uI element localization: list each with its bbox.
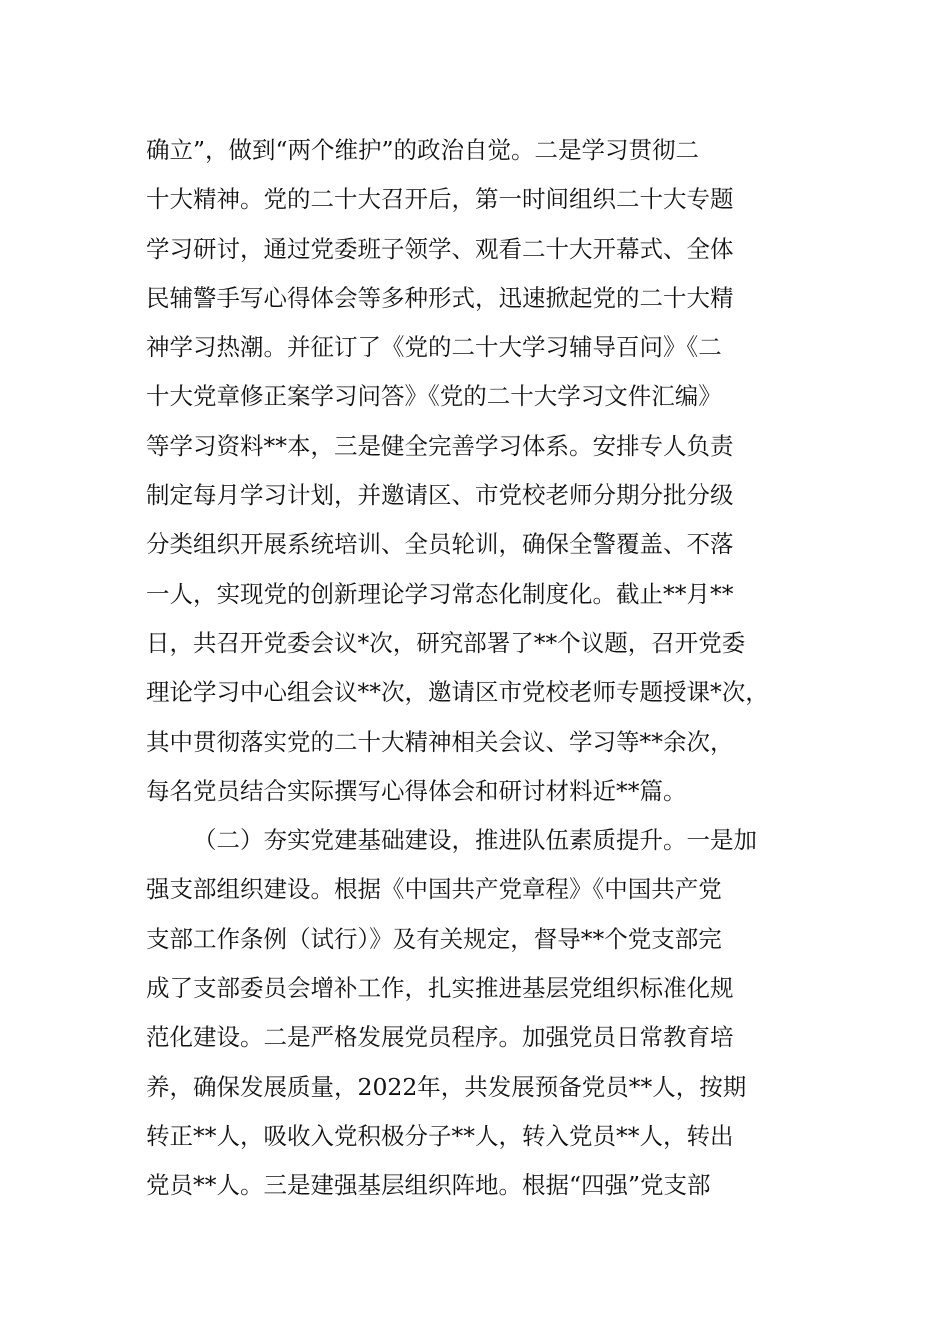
text-line: 民辅警手写心得体会等多种形式，迅速掀起党的二十大精 [146, 283, 734, 312]
text-line: 范化建设。二是严格发展党员程序。加强党员日常教育培 [146, 1023, 734, 1052]
text-line: 强支部组织建设。根据《中国共产党章程》《中国共产党 [146, 875, 722, 904]
text-line: 其中贯彻落实党的二十大精神相关会议、学习等**余次， [146, 727, 734, 756]
text-line: 等学习资料**本，三是健全完善学习体系。安排专人负责 [146, 431, 734, 460]
text-line: 理论学习中心组会议**次，邀请区市党校老师专题授课*次， [146, 678, 769, 707]
text-line: 日，共召开党委会议*次，研究部署了**个议题，召开党委 [146, 628, 746, 657]
text-line: 养，确保发展质量，2022年，共发展预备党员**人，按期 [146, 1072, 747, 1101]
text-line: 党员**人。三是建强基层组织阵地。根据“四强”党支部 [146, 1171, 711, 1200]
text-line: 一人，实现党的创新理论学习常态化制度化。截止**月** [146, 579, 734, 608]
text-line: 确立”，做到“两个维护”的政治自觉。二是学习贯彻二 [146, 136, 700, 164]
text-line: 十大精神。党的二十大召开后，第一时间组织二十大专题 [146, 185, 734, 214]
text-line: 神学习热潮。并征订了《党的二十大学习辅导百问》《二 [146, 333, 722, 362]
text-line: 支部工作条例（试行）》及有关规定，督导**个党支部完 [146, 924, 722, 953]
text-line: 转正**人，吸收入党积极分子**人，转入党员**人，转出 [146, 1121, 734, 1150]
text-line: 十大党章修正案学习问答》《党的二十大学习文件汇编》 [146, 382, 722, 411]
text-line: 成了支部委员会增补工作，扎实推进基层党组织标准化规 [146, 974, 734, 1003]
text-line: 学习研讨，通过党委班子领学、观看二十大开幕式、全体 [146, 234, 734, 263]
body-text [146, 126, 836, 1211]
text-line: 制定每月学习计划，并邀请区、市党校老师分期分批分级 [146, 481, 734, 510]
text-line: 分类组织开展系统培训、全员轮训，确保全警覆盖、不落 [146, 530, 734, 559]
section-heading-line: （二）夯实党建基础建设，推进队伍素质提升。一是加 [193, 826, 757, 855]
text-line: 每名党员结合实际撰写心得体会和研讨材料近**篇。 [146, 776, 687, 805]
